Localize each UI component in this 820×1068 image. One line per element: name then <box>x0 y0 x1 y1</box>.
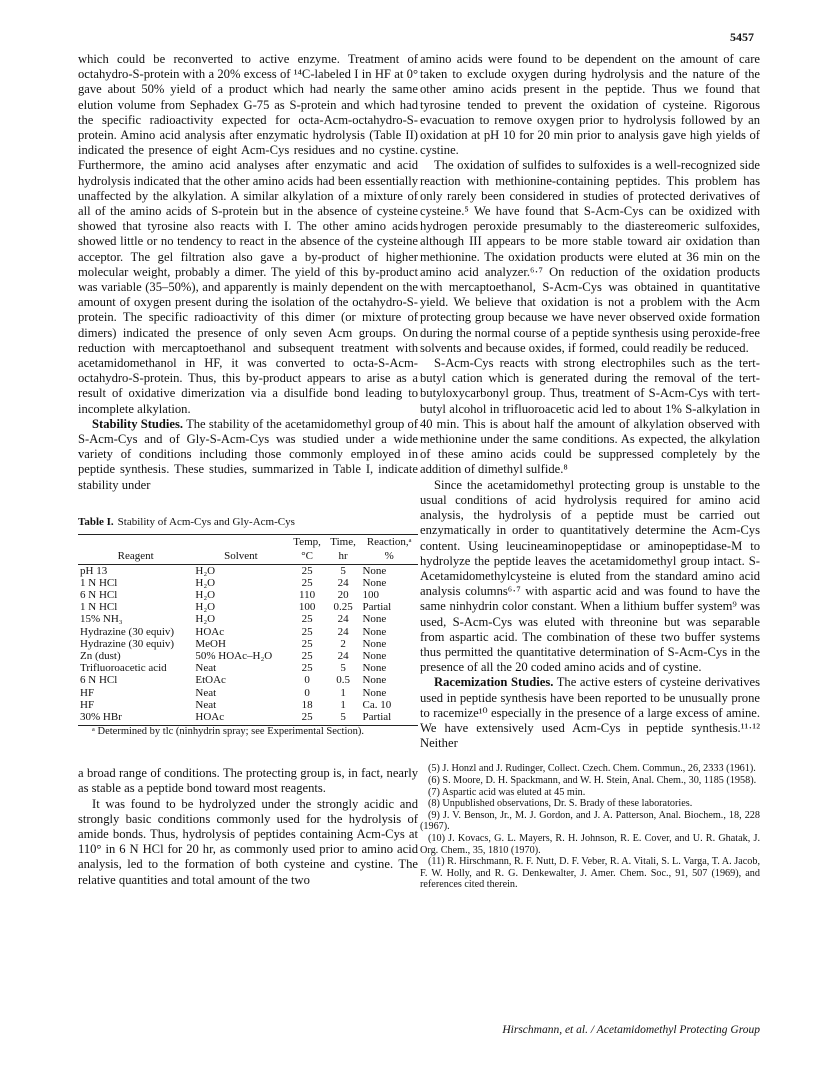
right-paragraph-4: Since the acetamidomethyl protecting group is unstable to the usual conditions of acid hydrolysis required for amino acid analysis, the hydrolysis of a peptide must be carried out enzymatically in order to quantitatively determine the Acm-Cys content. Using leucineaminopeptidase or aminopeptidase-M to hydrolyze the peptide leaves the acetamidomethyl group intact. S-Acetamidomethylcysteine is eluted from the standard amino acid analysis columns⁶·⁷ with aspartic acid and was found to have the same ninhydrin color constant. When a lithium buffer system⁹ was used, S-Acm-Cys was eluted with threonine but was separable from aspartic acid. The combination of these two buffer systems thus permitted the quantitative determination of S-Acm-Cys in the presence of all the 20 coded amino acids and of cystine. <box>420 477 760 675</box>
stability-paragraph <box>78 417 418 493</box>
cell-temp: 0 <box>304 686 310 699</box>
cell-time: 1 <box>340 686 346 699</box>
cell-time: 5 <box>340 564 346 577</box>
cell-reagent: 1 N HCl <box>80 576 118 589</box>
stability-table <box>78 534 418 726</box>
cell-reaction: None <box>362 662 387 675</box>
cell-reaction: None <box>362 625 387 638</box>
cell-temp: 25 <box>301 637 313 650</box>
reference-item: (8) Unpublished observations, Dr. S. Brady of these laboratories. <box>428 798 693 810</box>
left-paragraph-after-table-1: a broad range of conditions. The protecting group is, in fact, nearly as stable as a peptide bond toward most reagents. <box>78 766 418 796</box>
table-caption <box>78 515 418 530</box>
stability-text: The stability of the acetamidomethyl group of S-Acm-Cys and of Gly-S-Acm-Cys was studied under a wide variety of conditions including those commonly employed in peptide synthesis. These studies, summarized in Table I, indicate stability under <box>78 416 419 492</box>
cell-reagent: 1 N HCl <box>80 601 118 614</box>
cell-reagent: 15% NH₃ <box>80 613 123 626</box>
right-column <box>420 52 760 891</box>
cell-reagent: 30% HBr <box>78 711 193 726</box>
cell-time: 20 <box>337 588 349 601</box>
cell-reagent: HF <box>80 698 95 711</box>
left-paragraph-1: which could be reconverted to active enzyme. Treatment of octahydro-S-protein with a 20% excess of ¹⁴C-labeled I in HF at 0° gave about 50% yield of a product which had nearly the same elution volume from Sephadex G-75 as S-protein and which had the specific radioactivity expected for octa-Acm-octahydro-S-protein. Amino acid analysis after enzymatic hydrolysis (Table II) indicated the presence of eight Acm-Cys residues and no cystine. Furthermore, the amino acid analyses after enzymatic and acid hydrolysis indicated that the other amino acids had been essentially unaffected by the alkylation. A similar alkylation of a mixture of all of the amino acids of S-protein but in the absence of cysteine showed that tyrosine also reacts with I. The other amino acids showed little or no tendency to react in the absence of the cysteine acceptor. The gel filtration also gave a by-product of higher molecular weight, probably a dimer. The yield of this by-product was variable (35–50%), and apparently is mainly dependent on the amount of oxygen present during the isolation of the octahydro-S-protein. The specific radioactivity of this dimer (or mixture of dimers) indicated the presence of only seven Acm groups. On reduction with mercaptoethanol and subsequent treatment with acetamidomethanol in HF, it was converted to octa-S-Acm-octahydro-S-protein. Thus, this by-product appears to arise as a result of oxidative dimerization via a disulfide bond leading to incomplete alkylation. <box>78 52 418 416</box>
right-paragraph-3: S-Acm-Cys reacts with strong electrophiles such as the tert-butyl cation which is generated during the removal of the tert-butyloxycarbonyl group. Thus, treatment of S-Acm-Cys with tert-butyl alcohol in trifluoroacetic acid led to about 1% S-alkylation in 40 min. This is about half the amount of alkylation observed with methionine under the same conditions. As expected, the alkylation of these amino acids could be suppressed completely by the addition of dimethyl sulfide.⁸ <box>420 356 760 477</box>
table-footnote: ᵃ Determined by tlc (ninhydrin spray; see Experimental Section). <box>92 726 365 738</box>
right-paragraph-2: The oxidation of sulfides to sulfoxides is a well-recognized side reaction with methionine-containing peptides. This problem has only rarely been considered in studies of protected derivatives of cysteine.⁵ We have found that S-Acm-Cys can be oxidized with hydrogen peroxide presumably to the diastereomeric sulfoxides, although III appears to be more stable toward air oxidation than methionine. The oxidation products were eluted at 36 min on the amino acid analyzer.⁶·⁷ On reduction of the oxidation products with mercaptoethanol, S-Acm-Cys was obtained in quantitative yield. We believe that oxidation is not a problem with the Acm protecting group because we have never observed oxide formation during the normal course of a peptide synthesis using peroxide-free solvents and because oxides, if formed, could readily be reduced. <box>420 158 760 355</box>
cell-time: 2 <box>340 637 346 650</box>
cell-reaction: Partial <box>362 601 392 614</box>
cell-solvent: HOAc <box>195 625 225 638</box>
cell-temp: 25 <box>301 564 313 577</box>
reference-item: (10) J. Kovacs, G. L. Mayers, R. H. Johnson, R. E. Cover, and U. R. Ghatak, J. Org. Chem., 35, 1810 (1970). <box>420 832 760 856</box>
table-row <box>78 564 418 577</box>
references <box>420 763 760 891</box>
cell-solvent: Neat <box>195 662 217 675</box>
cell-time: 5 <box>326 711 361 726</box>
table-label: Table I. <box>78 515 114 528</box>
cell-solvent: EtOAc <box>195 674 226 687</box>
cell-time: 0.5 <box>336 674 350 687</box>
table-row <box>78 638 418 650</box>
cell-reaction: None <box>362 637 387 650</box>
cell-reaction: Ca. 10 <box>362 698 392 711</box>
cell-solvent: 50% HOAc–H₂O <box>195 649 273 662</box>
cell-reagent: HF <box>80 686 95 699</box>
cell-reagent: pH 13 <box>80 564 108 577</box>
cell-temp: 25 <box>301 613 313 626</box>
cell-solvent: H₂O <box>195 564 216 577</box>
table-row <box>78 577 418 589</box>
cell-reaction: None <box>362 686 387 699</box>
cell-temp: 25 <box>301 662 313 675</box>
header-reagent: Reagent <box>78 549 193 564</box>
cell-temp: 25 <box>301 649 313 662</box>
cell-temp: 25 <box>301 625 313 638</box>
table-row <box>78 711 418 726</box>
header-reaction-unit: % <box>360 549 418 564</box>
cell-time: 24 <box>337 576 349 589</box>
table-row <box>78 699 418 711</box>
cell-reaction: None <box>362 649 387 662</box>
cell-solvent: MeOH <box>195 637 226 650</box>
cell-reaction: 100 <box>362 588 379 601</box>
cell-solvent: Neat <box>195 698 217 711</box>
cell-temp: 18 <box>301 698 313 711</box>
cell-time: 1 <box>340 698 346 711</box>
cell-time: 24 <box>337 649 349 662</box>
cell-solvent: H₂O <box>195 601 216 614</box>
cell-reaction: None <box>362 674 387 687</box>
stability-heading: Stability Studies. <box>92 416 184 431</box>
table-row <box>78 613 418 625</box>
header-time: Time, <box>326 535 361 550</box>
cell-reagent: Hydrazine (30 equiv) <box>80 625 175 638</box>
header-solvent-blank <box>193 535 288 550</box>
header-temp-unit: °C <box>288 549 325 564</box>
cell-reaction: None <box>362 576 387 589</box>
cell-temp: 110 <box>299 588 316 601</box>
table-caption-text: Stability of Acm-Cys and Gly-Acm-Cys <box>117 515 295 528</box>
page-number: 5457 <box>730 30 754 44</box>
cell-time: 24 <box>337 625 349 638</box>
cell-solvent: H₂O <box>195 588 216 601</box>
header-solvent: Solvent <box>193 549 288 564</box>
reference-item: (5) J. Honzl and J. Rudinger, Collect. Czech. Chem. Commun., 26, 2333 (1961). <box>428 763 756 775</box>
cell-time: 5 <box>340 662 346 675</box>
header-time-unit: hr <box>326 549 361 564</box>
cell-reagent: 6 N HCl <box>80 674 118 687</box>
racemization-text: The active esters of cysteine derivatives used in peptide synthesis have been reported to be unusually prone to racemize¹⁰ especially in the presence of a large excess of amine. We have extensively used Acm-Cys in peptide synthesis.¹¹·¹² Neither <box>420 675 760 751</box>
cell-temp: 25 <box>288 711 325 726</box>
cell-reaction: Partial <box>360 711 418 726</box>
cell-reaction: None <box>362 613 387 626</box>
cell-reagent: Hydrazine (30 equiv) <box>80 637 175 650</box>
cell-solvent: HOAc <box>193 711 288 726</box>
reference-item: (9) J. V. Benson, Jr., M. J. Gordon, and J. A. Patterson, Anal. Biochem., 18, 228 (1967). <box>420 809 760 833</box>
left-column <box>78 52 418 888</box>
table-row <box>78 687 418 699</box>
table-row <box>78 589 418 601</box>
header-temp: Temp, <box>288 535 325 550</box>
cell-time: 0.25 <box>333 601 353 614</box>
table-row <box>78 662 418 674</box>
table-row <box>78 650 418 662</box>
cell-temp: 100 <box>298 601 316 614</box>
cell-reagent: 6 N HCl <box>80 588 118 601</box>
header-reaction: Reaction,ᵃ <box>360 535 418 550</box>
table-row <box>78 674 418 686</box>
table-row <box>78 601 418 613</box>
racemization-heading: Racemization Studies. <box>434 675 554 690</box>
left-paragraph-after-table-2: It was found to be hydrolyzed under the strongly acidic and strongly basic conditions commonly used for the hydrolysis of amide bonds. Thus, hydrolysis of peptides containing Acm-Cys at 110° in 6 N HCl for 20 hr, as commonly used prior to amino acid analysis, led to the formation of both cysteine and cystine. The relative quantities and total amount of the two <box>78 796 418 887</box>
right-paragraph-1: amino acids were found to be dependent on the amount of care taken to exclude oxygen during hydrolysis and the nature of the other amino acids present in the peptide. Thus we found that tyrosine tended to prevent the oxidation of cysteine. Rigorous evacuation to remove oxygen prior to hydrolysis followed by an oxidation at pH 10 for 20 min prior to analysis gave high yields of cystine. <box>420 52 760 158</box>
header-reagent-blank <box>78 535 193 550</box>
reference-item: (6) S. Moore, D. H. Spackmann, and W. H. Stein, Anal. Chem., 30, 1185 (1958). <box>428 774 757 786</box>
cell-solvent: H₂O <box>195 613 216 626</box>
cell-temp: 0 <box>304 674 310 687</box>
cell-reagent: Trifluoroacetic acid <box>80 662 167 675</box>
cell-temp: 25 <box>301 576 313 589</box>
running-footer: Hirschmann, et al. / Acetamidomethyl Protecting Group <box>502 1024 760 1036</box>
reference-item: (11) R. Hirschmann, R. F. Nutt, D. F. Veber, R. A. Vitali, S. L. Varga, T. A. Jacob, F. W. Holly, and R. G. Denkewalter, J. Amer. Chem. Soc., 91, 507 (1969), and references cited therein. <box>420 856 760 891</box>
cell-time: 24 <box>337 613 349 626</box>
cell-solvent: H₂O <box>195 576 216 589</box>
cell-reaction: None <box>362 564 387 577</box>
racemization-paragraph <box>420 675 760 751</box>
reference-item: (7) Aspartic acid was eluted at 45 min. <box>428 786 586 798</box>
table-row <box>78 626 418 638</box>
cell-reagent: Zn (dust) <box>80 649 121 662</box>
cell-solvent: Neat <box>195 686 217 699</box>
